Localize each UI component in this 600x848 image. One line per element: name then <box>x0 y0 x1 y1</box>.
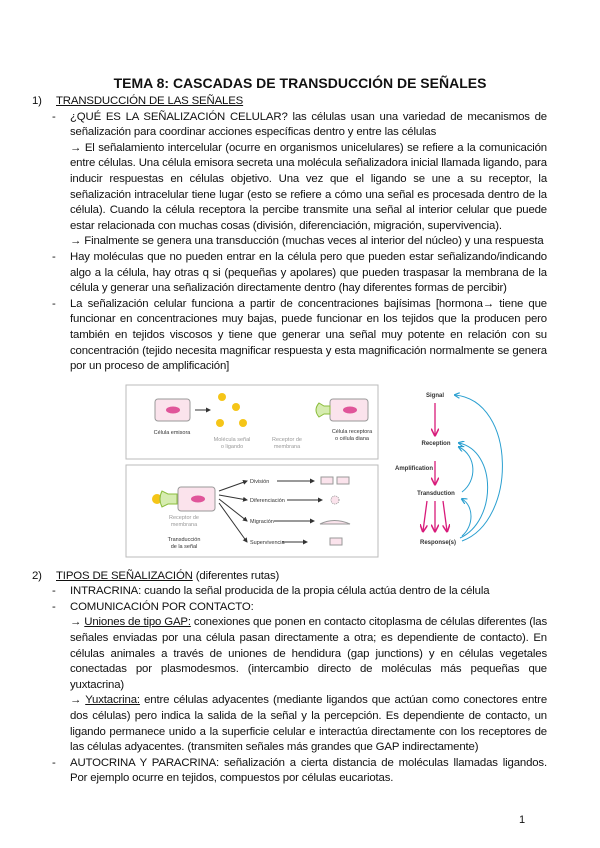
label-responses: Response(s) <box>419 539 457 546</box>
section-title: TIPOS DE SEÑALIZACIÓN <box>56 569 193 582</box>
section-number: 1) <box>32 95 42 107</box>
label-reception: Reception <box>421 440 451 447</box>
paragraph: Hay moléculas que no pueden entrar en la célula pero que pueden estar señalizando/indicando algo a la célula, hay otras q si (pequeñas y apolares) que pueden traspasar la membrana de la célula y generar una señalización directamente dentro (hay diferentes formas de percibir) <box>70 250 547 295</box>
bullet-dash: - <box>52 250 56 263</box>
page-title: TEMA 8: CASCADAS DE TRANSDUCCIÓN DE SEÑALES <box>113 75 487 91</box>
label-receptor: membrana <box>273 443 301 450</box>
list-item <box>32 110 547 250</box>
section-number: 2) <box>32 569 42 582</box>
term-yuxtacrina: Yuxtacrina: <box>85 694 140 707</box>
bullet-dash: - <box>52 297 56 310</box>
label-molecule: Molécula señal <box>213 436 251 443</box>
paragraph: → Finalmente se genera una transducción (muchas veces al interior del núcleo) y una respuesta <box>70 235 544 248</box>
label-receptor: Receptor de <box>272 436 302 443</box>
paragraph: AUTOCRINA Y PARACRINA: señalización a cierta distancia de moléculas llamadas ligandos. Por ejemplo ocurre en tejidos, compuestos por células eucariotas. <box>70 756 547 785</box>
bullet-dash: - <box>52 600 56 613</box>
section-1-heading <box>32 94 547 110</box>
yuxtacrina-text: entre células adyacentes (mediante ligandos que actúan como conectores entre dos células) pero indica la salida de la señal y la percepción. Es dependiente de contacto, un ligando permanece unido a la superficie celular e interactúa directamente con los receptores de las células adyacentes. (transmiten señales más grandes que GAP indirectamente) <box>70 694 547 754</box>
section-title: TRANSDUCCIÓN DE LAS SEÑALES <box>56 95 244 107</box>
paragraph: → El señalamiento intercelular (ocurre en organismos unicelulares) se refiere a la comunicación entre células. Una célula emisora secreta una molécula señalizadora inicial llamada ligando, para inducir respuestas en células objetivo. Una vez que el ligando se une a su receptor, la señalización intracelular tiene lugar (esto se refiere a cómo una señal es procesada dentro de la célula). Cuando la célula receptora la percibe transmite una señal al interior celular que puede estar relacionada con muchas cosas (división, diferenciación, migración, supervivencia). <box>70 141 547 232</box>
label-transduction: Transducción <box>167 536 201 543</box>
term-gap: Uniones de tipo GAP: <box>84 616 191 629</box>
outcome-differentiation: Diferenciación <box>250 497 285 504</box>
outcome-survival: Supervivencia <box>250 539 285 546</box>
section-2-heading <box>32 569 547 585</box>
label-amplification: Amplification <box>395 465 434 472</box>
section-1 <box>32 94 547 375</box>
outcome-migration: Migración <box>250 518 274 525</box>
label-target: Célula receptora <box>331 428 373 435</box>
paragraph: ¿QUÉ ES LA SEÑALIZACIÓN CELULAR? las células usan una variedad de mecanismos de señalización para coordinar acciones específicas dentro y entre las células <box>70 110 547 139</box>
label-signal: Signal <box>425 392 445 399</box>
label-target: o célula diana <box>335 435 369 442</box>
paragraph-yuxtacrina <box>70 693 547 755</box>
paragraph: COMUNICACIÓN POR CONTACTO: <box>70 600 254 613</box>
paragraph: INTRACRINA: cuando la señal producida de la propia célula actúa dentro de la célula <box>70 585 490 598</box>
label-receptor: membrana <box>170 521 198 528</box>
label-transduction: Transduction <box>417 490 455 497</box>
cascade-diagram <box>395 393 502 546</box>
arrow: → <box>70 694 82 707</box>
bullet-dash: - <box>52 110 56 123</box>
top-panel <box>126 385 378 459</box>
label-transduction: de la señal <box>170 543 198 550</box>
list-item <box>32 600 547 756</box>
page-number: 1 <box>519 814 526 826</box>
section-note: (diferentes rutas) <box>195 569 280 582</box>
list-item <box>32 297 547 375</box>
label-receptor: Receptor de <box>169 514 199 521</box>
paragraph-gap <box>70 615 547 693</box>
label-emitter: Célula emisora <box>153 429 191 436</box>
gap-text: conexiones que ponen en contacto citoplasma de células diferentes (las señales enviadas por una célula pasan directamente a otra; es dependiente de contacto). En células animales a través de uniones de hendidura (gap junctions) y en células vegetales conectadas por plasmodesmos. (intercambio directo de moléculas más pequeñas que yuxtacrina) <box>70 616 548 691</box>
list-item <box>32 584 547 600</box>
signaling-figure <box>122 381 517 561</box>
list-item <box>32 250 547 297</box>
label-molecule: o ligando <box>220 443 244 450</box>
list-item <box>32 756 547 787</box>
section-2 <box>32 569 547 787</box>
bullet-dash: - <box>52 585 56 598</box>
paragraph: La señalización celular funciona a partir de concentraciones bajísimas [hormona→ tiene que funcionar en concentraciones muy bajas, puede funcionar en los tejidos que la producen pero también en tejidos viscosos y tiene que generar una señal muy potente en relación con su concentración (tejido necesita magnificar respuesta y esta magnificación normalmente se genera por un proceso de amplificación] <box>70 297 547 373</box>
outcome-division: División <box>250 478 270 485</box>
bottom-panel <box>126 465 378 557</box>
bullet-dash: - <box>52 756 56 769</box>
arrow: → <box>70 616 82 629</box>
